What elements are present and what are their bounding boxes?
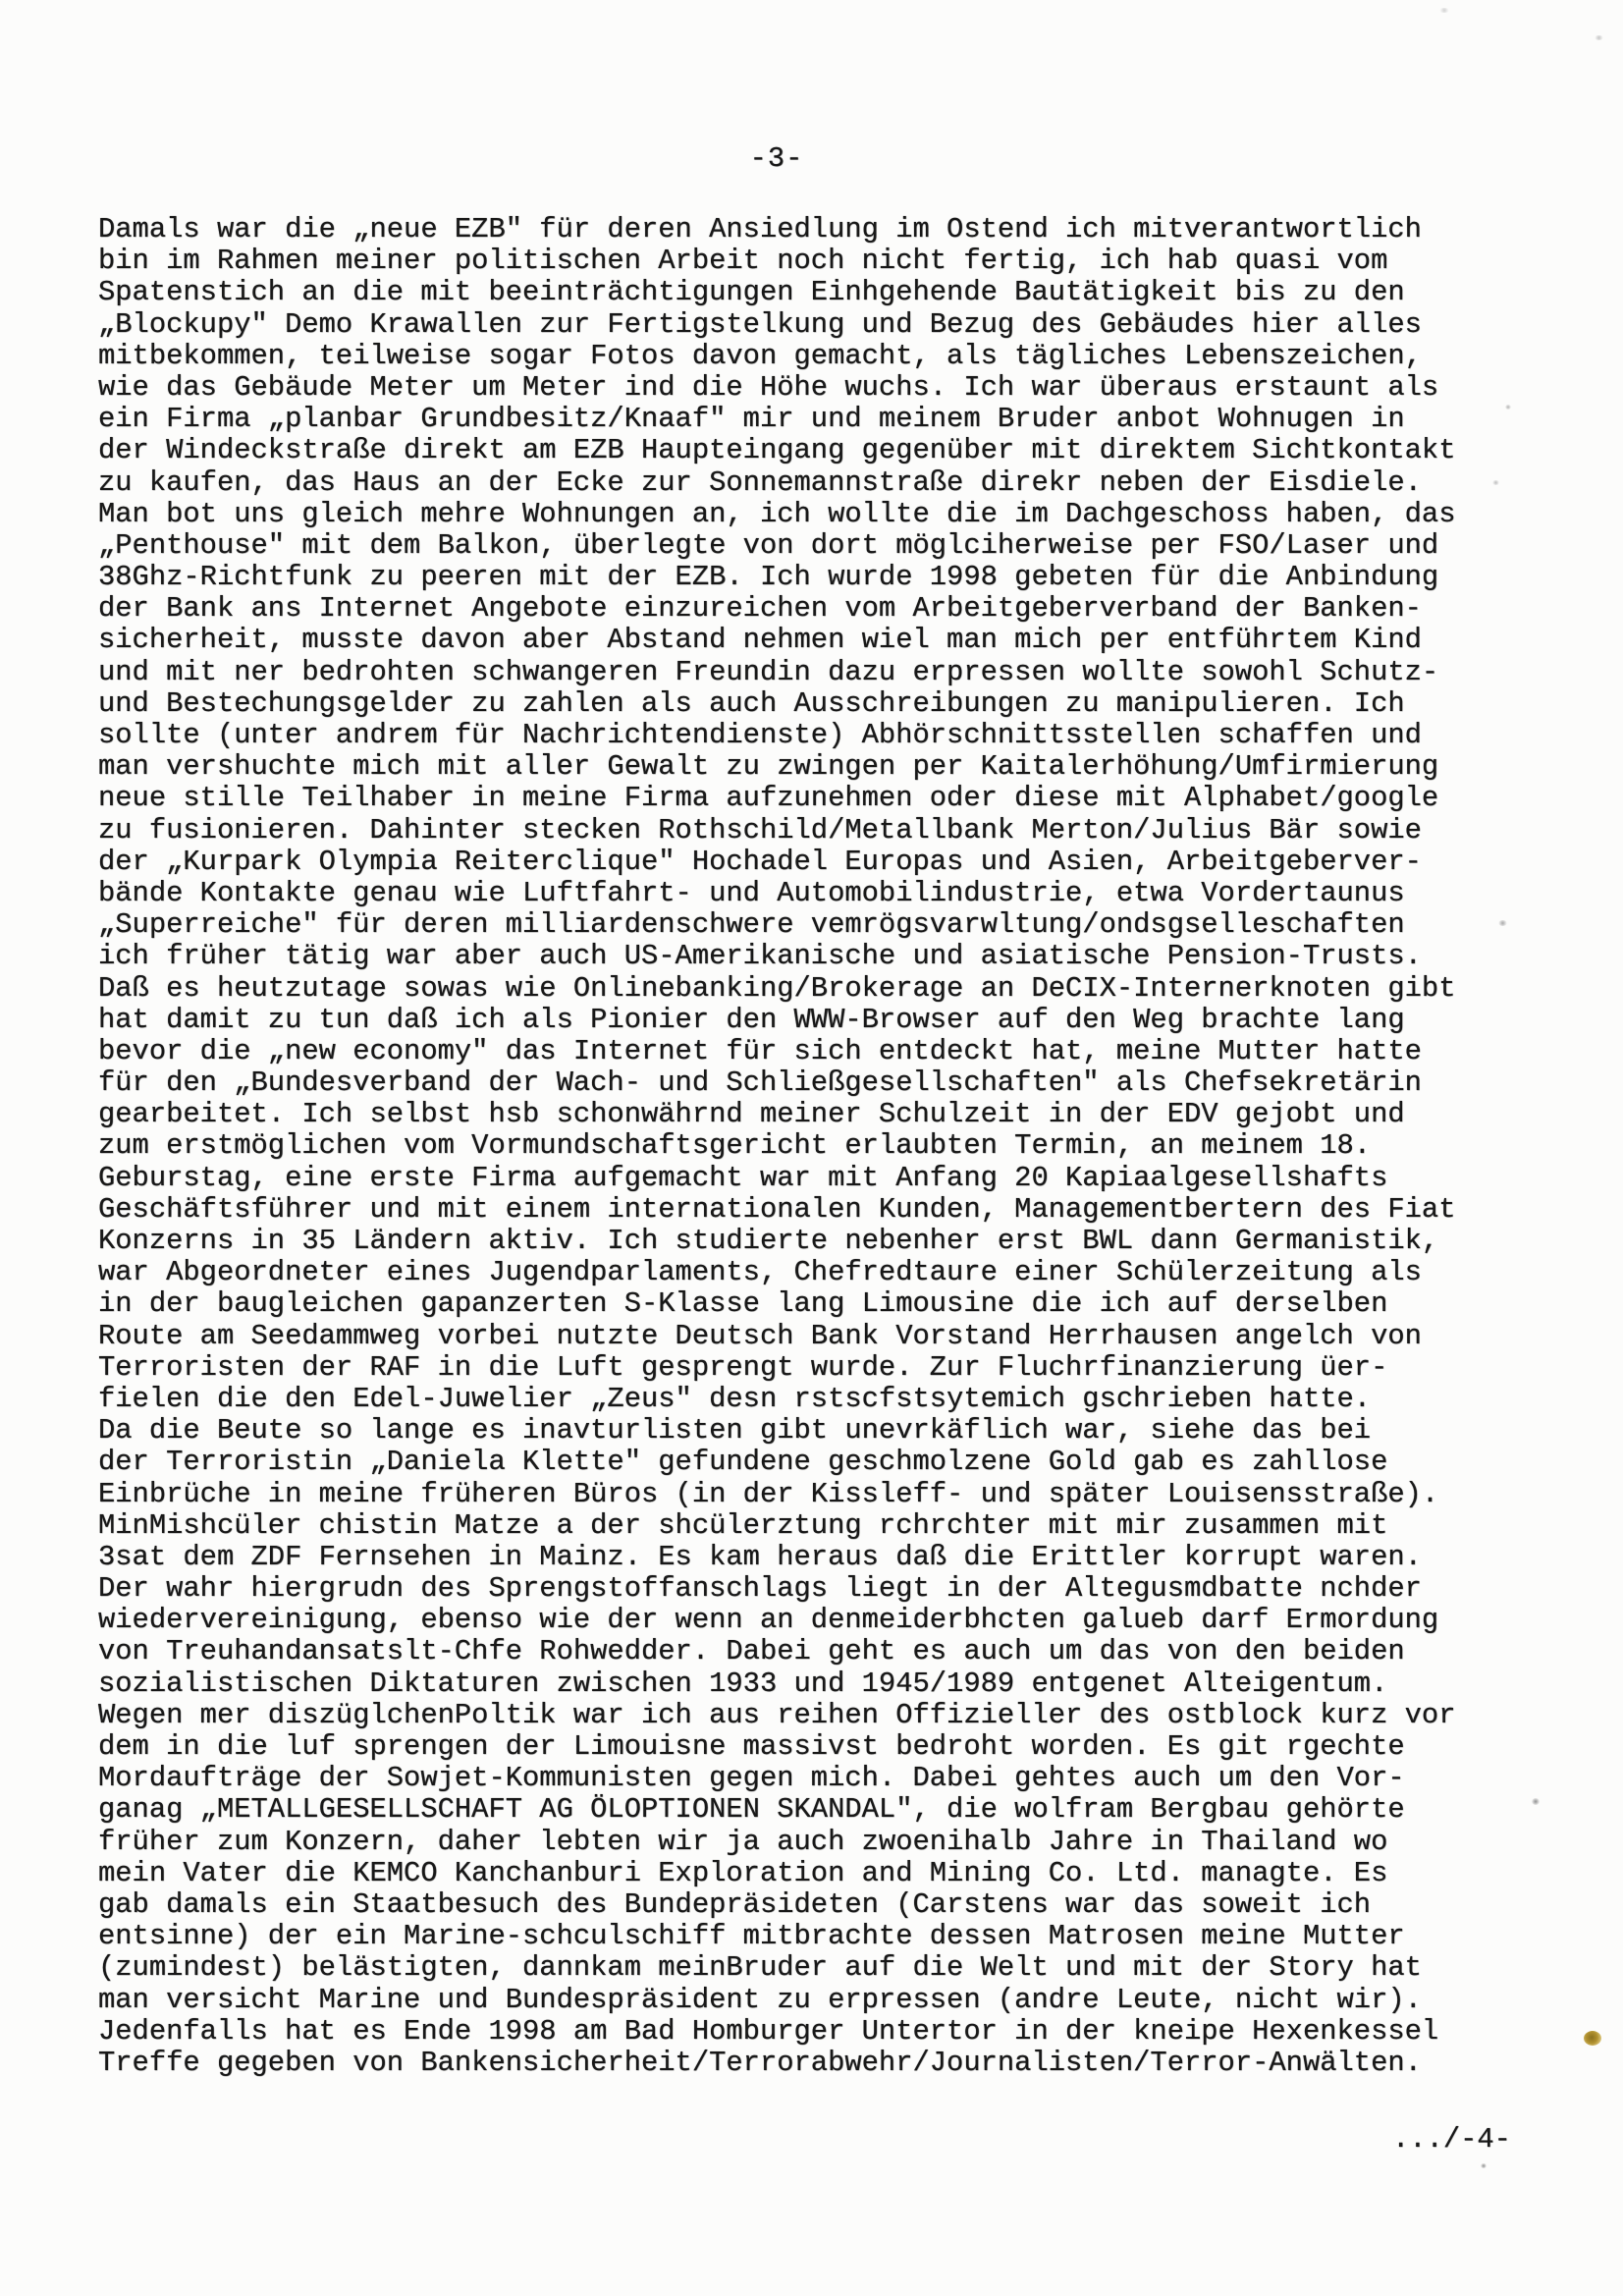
text-line: Treffe gegeben von Bankensicherheit/Terrorabwehr/Journalisten/Terror-Anwälten. [98, 2046, 1422, 2079]
text-line: der Bank ans Internet Angebote einzureichen vom Arbeitgeberverband der Banken- [98, 592, 1422, 626]
text-line: 3sat dem ZDF Fernsehen in Mainz. Es kam heraus daß die Erittler korrupt waren. [98, 1540, 1422, 1573]
text-line: Geschäftsführer und mit einem internationalen Kunden, Managementbertern des Fiat [98, 1192, 1456, 1226]
text-line: Einbrüche in meine früheren Büros (in der Kissleff- und später Louisensstraße). [98, 1477, 1439, 1510]
text-line: wie das Gebäude Meter um Meter ind die Höhe wuchs. Ich war überaus erstaunt als [98, 370, 1439, 404]
text-line: von Treuhandansatslt-Chfe Rohwedder. Dabei geht es auch um das von den beiden [98, 1635, 1405, 1668]
text-line: Damals war die „neue EZB" für deren Ansiedlung im Ostend ich mitverantwortlich [98, 213, 1422, 246]
text-line: wiedervereinigung, ebenso wie der wenn an denmeiderbhcten galueb darf Ermordung [98, 1604, 1439, 1637]
text-line: für den „Bundesverband der Wach- und Schließgesellschaften" als Chefsekretärin [98, 1066, 1422, 1100]
text-line: dem in die luf sprengen der Limouisne massivst bedroht worden. Es git rgechte [98, 1730, 1405, 1763]
text-line: Jedenfalls hat es Ende 1998 am Bad Homburger Untertor in der kneipe Hexenkessel [98, 2014, 1439, 2048]
text-line: früher zum Konzern, daher lebten wir ja auch zwoenihalb Jahre in Thailand wo [98, 1825, 1388, 1858]
paper-dust-speck [1505, 405, 1511, 410]
continuation-marker-next-page: .../-4- [1392, 2123, 1511, 2156]
text-line: Spatenstich an die mit beeinträchtigungen Einhgehende Bautätigkeit bis zu den [98, 276, 1405, 309]
text-line: bevor die „new economy" das Internet für sich entdeckt hat, meine Mutter hatte [98, 1034, 1422, 1067]
text-line: zum erstmöglichen vom Vormundschaftsgericht erlaubten Termin, an meinem 18. [98, 1129, 1372, 1163]
text-line: (zumindest) belästigten, dannkam meinBruder auf die Welt und mit der Story hat [98, 1951, 1422, 1985]
text-line: zu fusionieren. Dahinter stecken Rothschild/Metallbank Merton/Julius Bär sowie [98, 813, 1422, 847]
text-line: gearbeitet. Ich selbst hsb schonwährnd meiner Schulzeit in der EDV gejobt und [98, 1098, 1405, 1131]
paper-dust-speck [1498, 920, 1507, 926]
text-line: Man bot uns gleich mehre Wohnungen an, ich wollte die im Dachgeschoss haben, das [98, 497, 1456, 530]
text-line: der „Kurpark Olympia Reiterclique" Hochadel Europas und Asien, Arbeitgeberver- [98, 845, 1422, 878]
text-line: Route am Seedammweg vorbei nutzte Deutsch Bank Vorstand Herrhausen angelch von [98, 1319, 1422, 1352]
text-line: „Superreiche" für deren milliardenschwere vemrögsvarwltung/ondsgselleschaften [98, 908, 1405, 942]
text-line: man versicht Marine und Bundespräsident zu erpressen (andre Leute, nicht wir). [98, 1983, 1422, 2016]
text-line: Wegen mer diszüglchenPoltik war ich aus reihen Offizieller des ostblock kurz vor [98, 1698, 1456, 1731]
text-line: Konzerns in 35 Ländern aktiv. Ich studierte nebenher erst BWL dann Germanistik, [98, 1225, 1439, 1257]
text-line: fielen die den Edel-Juwelier „Zeus" desn rstscfstsytemich gschrieben hatte. [98, 1382, 1372, 1415]
page-number: -3- [749, 142, 804, 175]
paper-dust-speck [1595, 35, 1603, 40]
text-line: entsinne) der ein Marine-schculschiff mitbrachte dessen Matrosen meine Mutter [98, 1920, 1405, 1953]
text-line: „Penthouse" mit dem Balkon, überlegte von dort möglciherweise per FSO/Laser und [98, 528, 1439, 562]
text-line: mitbekommen, teilweise sogar Fotos davon gemacht, als tägliches Lebenszeichen, [98, 339, 1422, 372]
text-line: MinMishcüler chistin Matze a der shcülerztung rchrchter mit mir zusammen mit [98, 1508, 1388, 1542]
text-line: der Terroristin „Daniela Klette" gefundene geschmolzene Gold gab es zahllose [98, 1446, 1388, 1479]
text-line: sozialistischen Diktaturen zwischen 1933 und 1945/1989 entgenet Alteigentum. [98, 1667, 1388, 1700]
text-line: hat damit zu tun daß ich als Pionier den WWW-Browser auf den Weg brachte lang [98, 1003, 1405, 1036]
text-line: Daß es heutzutage sowas wie Onlinebanking/Brokerage an DeCIX-Internerknoten gibt [98, 971, 1456, 1005]
text-line: zu kaufen, das Haus an der Ecke zur Sonnemannstraße direkr neben der Eisdiele. [98, 465, 1422, 499]
text-line: neue stille Teilhaber in meine Firma aufzunehmen oder diese mit Alphabet/google [98, 782, 1439, 815]
text-line: Mordaufträge der Sowjet-Kommunisten gegen mich. Dabei gehtes auch um den Vor- [98, 1762, 1405, 1795]
text-line: und Bestechungsgelder zu zahlen als auch Ausschreibungen zu manipulieren. Ich [98, 686, 1405, 720]
text-line: mein Vater die KEMCO Kanchanburi Exploration and Mining Co. Ltd. managte. Es [98, 1856, 1388, 1889]
text-line: Terroristen der RAF in die Luft gesprengt wurde. Zur Fluchrfinanzierung üer- [98, 1350, 1388, 1384]
text-line: sollte (unter andrem für Nachrichtendienste) Abhörschnittsstellen schaffen und [98, 719, 1422, 751]
text-line: der Windeckstraße direkt am EZB Haupteingang gegenüber mit direktem Sichtkontakt [98, 434, 1456, 467]
text-line: Geburstag, eine erste Firma aufgemacht war mit Anfang 20 Kapiaalgesellshafts [98, 1161, 1388, 1194]
text-line: bände Kontakte genau wie Luftfahrt- und Automobilindustrie, etwa Vordertaunus [98, 876, 1405, 909]
document-body-text [98, 214, 1551, 2079]
text-line: war Abgeordneter eines Jugendparlaments, Chefredtaure einer Schülerzeitung als [98, 1256, 1422, 1289]
text-line: gab damals ein Staatbesuch des Bundepräsideten (Carstens war das soweit ich [98, 1887, 1372, 1921]
text-line: Der wahr hiergrudn des Sprengstoffanschlags liegt in der Altegusmdbatte nchder [98, 1572, 1422, 1606]
paper-dust-speck [1439, 8, 1449, 13]
text-line: ich früher tätig war aber auch US-Amerikanische und asiatische Pension-Trusts. [98, 940, 1422, 973]
paper-dust-speck [1532, 1798, 1540, 1805]
text-line: bin im Rahmen meiner politischen Arbeit noch nicht fertig, ich hab quasi vom [98, 245, 1388, 278]
paper-stain-speck [1584, 2031, 1601, 2046]
text-line: „Blockupy" Demo Krawallen zur Fertigstelkung und Bezug des Gebäudes hier alles [98, 307, 1422, 341]
text-line: sicherheit, musste davon aber Abstand nehmen wiel man mich per entführtem Kind [98, 624, 1422, 657]
text-line: ganag „METALLGESELLSCHAFT AG ÖLOPTIONEN SKANDAL", die wolfram Bergbau gehörte [98, 1793, 1405, 1827]
paper-dust-speck [1481, 2163, 1487, 2168]
text-line: 38Ghz-Richtfunk zu peeren mit der EZB. Ich wurde 1998 gebeten für die Anbindung [98, 561, 1439, 594]
text-line: und mit ner bedrohten schwangeren Freundin dazu erpressen wollte sowohl Schutz- [98, 655, 1439, 688]
text-line: ein Firma „planbar Grundbesitz/Knaaf" mir und meinem Bruder anbot Wohnugen in [98, 403, 1405, 436]
text-line: Da die Beute so lange es inavturlisten gibt unevrkäflich war, siehe das bei [98, 1414, 1372, 1448]
paper-dust-speck [1492, 480, 1499, 485]
text-line: in der baugleichen gapanzerten S-Klasse lang Limousine die ich auf derselben [98, 1287, 1388, 1321]
text-line: man vershuchte mich mit aller Gewalt zu zwingen per Kaitalerhöhung/Umfirmierung [98, 750, 1439, 784]
